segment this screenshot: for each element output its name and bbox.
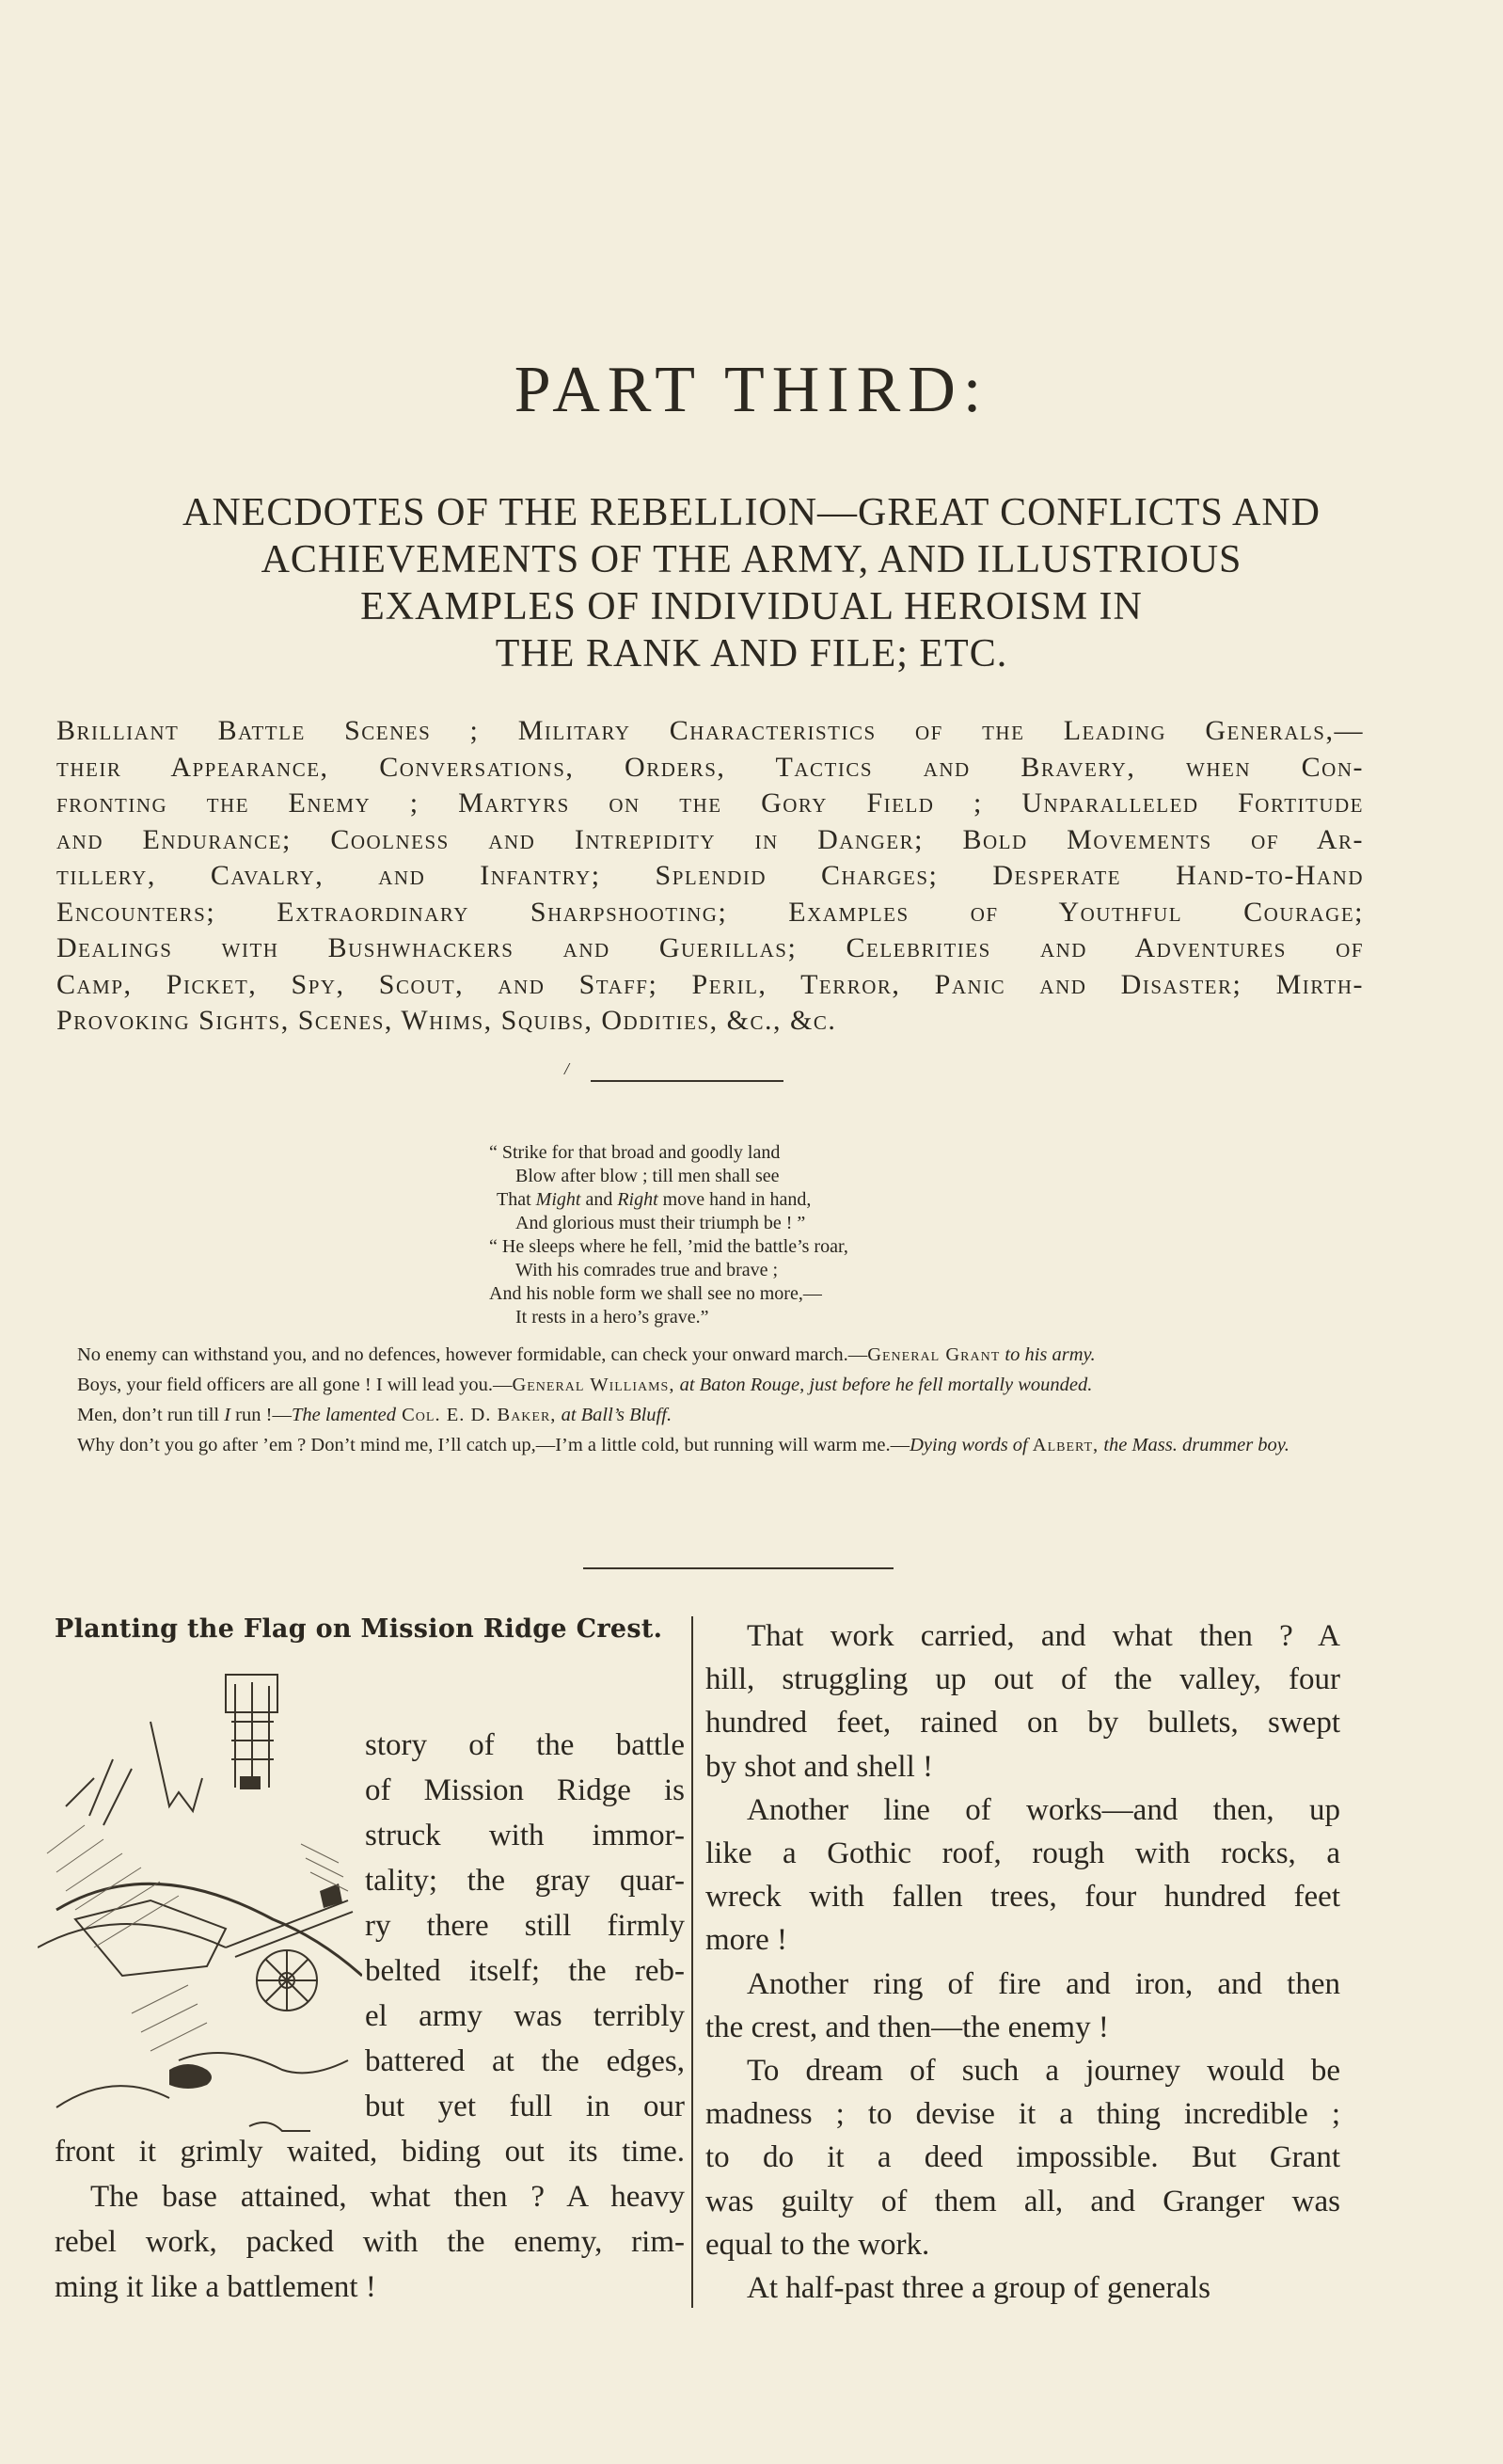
text-line: el army was terribly [365, 1999, 685, 2033]
verse-line: It rests in a hero’s grave.” [515, 1307, 709, 1327]
quotations [55, 1343, 1362, 1464]
text-line: The base attained, what then ? A heavy [90, 2180, 685, 2214]
right-column-text [705, 1614, 1340, 2310]
subtitle-line: ANECDOTES OF THE REBELLION—GREAT CONFLICTS AND [182, 491, 1321, 534]
part-title: PART THIRD: [514, 354, 989, 426]
verse-line: That Might and Right move hand in hand, [497, 1189, 812, 1210]
epigraph-verse [489, 1141, 1091, 1329]
quote: No enemy can withstand you, and no defences, however formidable, can check your onward march.—General Grant to his army. [77, 1344, 1096, 1365]
text-line: but yet full in our [365, 2090, 685, 2123]
text-line: Another line of works—and then, up [747, 1792, 1340, 1827]
quote: Boys, your field officers are all gone ! I will lead you.—General Williams, at Baton Rouge, just before he fell mortally wounded. [77, 1375, 1093, 1395]
summary-line: and Endurance; Coolness and Intrepidity in Danger; Bold Movements of Ar- [56, 823, 1364, 855]
summary-line: tillery, Cavalry, and Infantry; Splendid Charges; Desperate Hand-to-Hand [56, 860, 1364, 891]
quote: Why don’t you go after ’em ? Don’t mind me, I’ll catch up,—I’m a little cold, but running will warm me.—Dying words of Albert, the Mass. drummer boy. [77, 1435, 1289, 1455]
subtitle-line: EXAMPLES OF INDIVIDUAL HEROISM IN [360, 585, 1143, 628]
text-line: like a Gothic roof, rough with rocks, a [705, 1836, 1340, 1871]
ornament-mark: / [564, 1059, 570, 1078]
text-line: tality; the gray quar- [365, 1864, 685, 1898]
verse-line: “ He sleeps where he fell, ’mid the battle’s roar, [489, 1236, 848, 1257]
summary-line: Dealings with Bushwhackers and Guerillas; Celebrities and Adventures of [56, 932, 1364, 963]
text-line: front it grimly waited, biding out its time. [55, 2135, 685, 2169]
verse-line: And his noble form we shall see no more,— [489, 1283, 822, 1304]
text-line: equal to the work. [705, 2227, 930, 2262]
quote: Men, don’t run till I run !—The lamented Col. E. D. Baker, at Ball’s Bluff. [77, 1405, 672, 1425]
text-line: the crest, and then—the enemy ! [705, 2010, 1109, 2044]
text-line: ming it like a battlement ! [55, 2270, 376, 2304]
text-line: battered at the edges, [365, 2044, 685, 2078]
subtitle-line: THE RANK AND FILE; ETC. [495, 632, 1008, 676]
verse-line: “ Strike for that broad and goodly land [489, 1142, 781, 1163]
part-subtitle [56, 489, 1447, 677]
text-line: by shot and shell ! [705, 1749, 933, 1784]
column-divider [691, 1616, 693, 2308]
text-line: madness ; to devise it a thing incredible ; [705, 2097, 1340, 2132]
text-line: hill, struggling up out of the valley, four [705, 1662, 1340, 1697]
illustration-caption: Planting the Flag on Mission Ridge Crest. [55, 1614, 663, 1644]
text-line: story of the battle [365, 1728, 685, 1762]
section-rule [583, 1567, 894, 1569]
text-line: of Mission Ridge is [365, 1773, 685, 1807]
text-line: rebel work, packed with the enemy, rim- [55, 2225, 685, 2259]
summary-line: Brilliant Battle Scenes ; Military Characteristics of the Leading Generals,— [56, 715, 1364, 746]
text-line: At half-past three a group of generals [747, 2271, 1210, 2306]
left-column-text [55, 1723, 685, 2310]
text-line: belted itself; the reb- [365, 1954, 685, 1988]
text-line: was guilty of them all, and Granger was [705, 2184, 1340, 2218]
verse-line: With his comrades true and brave ; [515, 1260, 779, 1280]
text-line: ry there still firmly [365, 1909, 685, 1943]
text-line: To dream of such a journey would be [747, 2054, 1340, 2089]
contents-summary [56, 713, 1364, 1040]
verse-line: And glorious must their triumph be ! ” [515, 1213, 806, 1233]
section-rule [591, 1080, 783, 1082]
text-line: hundred feet, rained on by bullets, swept [705, 1706, 1340, 1741]
text-line: more ! [705, 1923, 788, 1958]
summary-line: fronting the Enemy ; Martyrs on the Gory Field ; Unparalleled Fortitude [56, 787, 1364, 819]
summary-line: Camp, Picket, Spy, Scout, and Staff; Peril, Terror, Panic and Disaster; Mirth- [56, 968, 1364, 1000]
text-line: struck with immor- [365, 1819, 685, 1852]
text-line: wreck with fallen trees, four hundred feet [705, 1880, 1340, 1915]
text-line: Another ring of fire and iron, and then [747, 1966, 1340, 2001]
text-line: to do it a deed impossible. But Grant [705, 2140, 1340, 2175]
summary-line: their Appearance, Conversations, Orders, Tactics and Bravery, when Con- [56, 751, 1364, 783]
summary-line: Provoking Sights, Scenes, Whims, Squibs, Oddities, &c., &c. [56, 1005, 837, 1036]
verse-line: Blow after blow ; till men shall see [515, 1166, 780, 1186]
text-line: That work carried, and what then ? A [747, 1619, 1340, 1653]
summary-line: Encounters; Extraordinary Sharpshooting; Examples of Youthful Courage; [56, 896, 1364, 928]
subtitle-line: ACHIEVEMENTS OF THE ARMY, AND ILLUSTRIOUS [261, 538, 1242, 581]
